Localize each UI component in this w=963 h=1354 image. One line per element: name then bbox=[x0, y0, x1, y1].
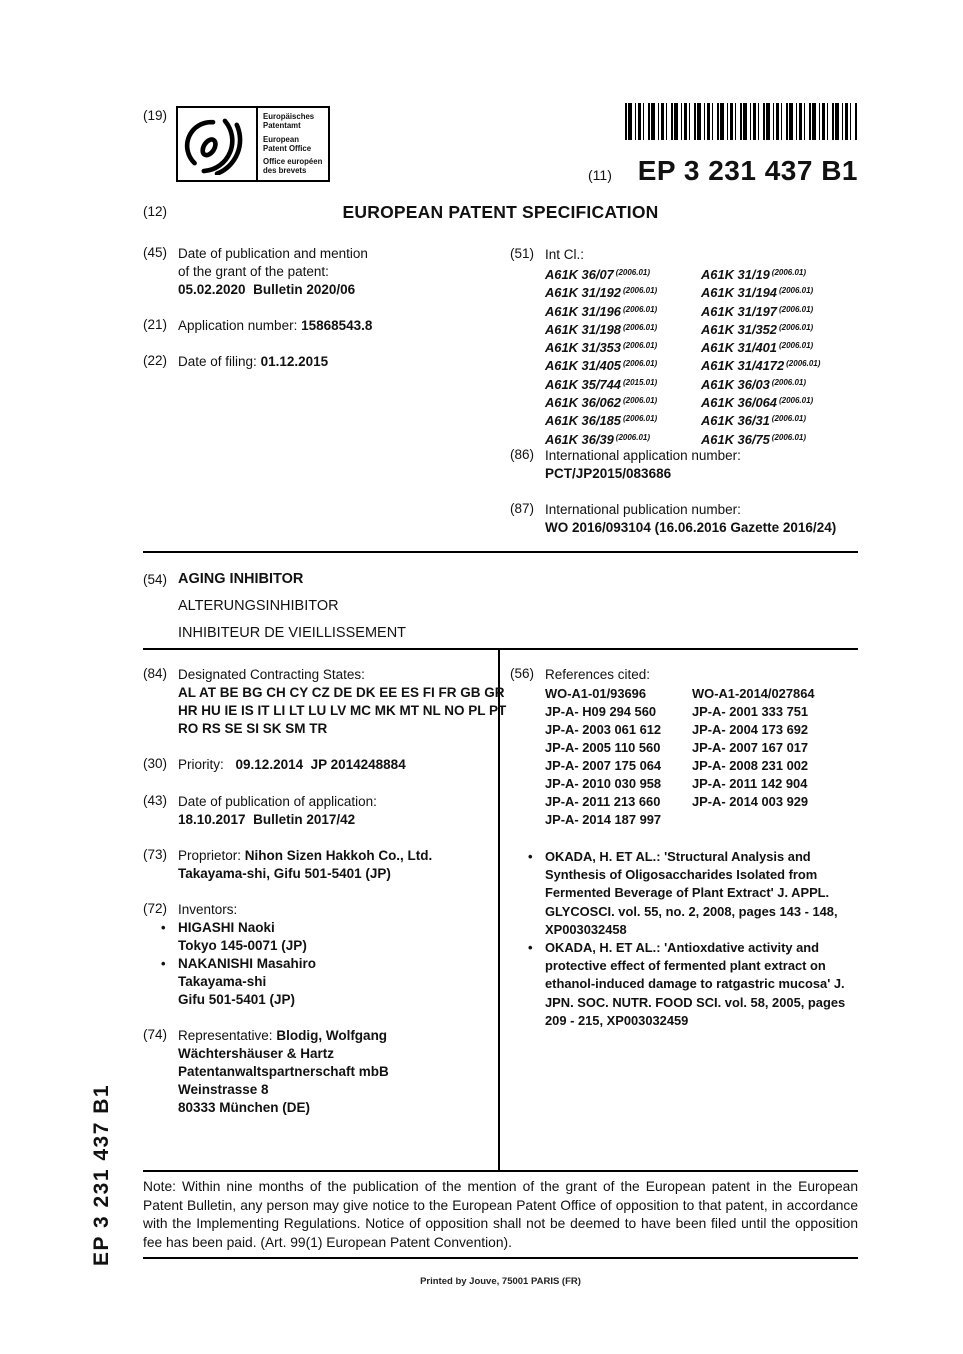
reference-entry: JP-A- 2014 003 929 bbox=[692, 794, 809, 809]
int-cl-version: (2006.01) bbox=[778, 322, 814, 332]
proprietor-label: Proprietor: bbox=[178, 848, 242, 863]
inid-code-84: (84) bbox=[143, 666, 168, 681]
int-cl-version: (2006.01) bbox=[622, 359, 658, 369]
int-cl-entry bbox=[701, 283, 820, 301]
reference-entry: JP-A- 2007 167 017 bbox=[692, 740, 809, 755]
int-cl-code: A61K 31/401 bbox=[701, 340, 777, 356]
references-cited-label: References cited: bbox=[545, 667, 651, 682]
field-74 bbox=[143, 1027, 494, 1117]
reference-entry: JP-A- 2008 231 002 bbox=[692, 758, 809, 773]
filing-date-value: 01.12.2015 bbox=[260, 354, 329, 369]
invention-title-fr: INHIBITEUR DE VIEILLISSEMENT bbox=[178, 625, 407, 641]
reference-entry: JP-A- 2001 333 751 bbox=[692, 704, 809, 719]
int-cl-label: Int Cl.: bbox=[545, 247, 585, 262]
int-cl-version: (2006.01) bbox=[622, 286, 658, 296]
int-cl-entry bbox=[545, 338, 701, 356]
intl-publication-value: WO 2016/093104 (16.06.2016 Gazette 2016/24) bbox=[545, 520, 837, 535]
epo-logo-icon bbox=[178, 108, 258, 180]
proprietor-name: Nihon Sizen Hakkoh Co., Ltd. bbox=[244, 848, 433, 863]
int-cl-version: (2006.01) bbox=[622, 322, 658, 332]
int-cl-version: (2006.01) bbox=[778, 304, 814, 314]
inid-code-43: (43) bbox=[143, 793, 168, 808]
int-cl-code: A61K 31/196 bbox=[545, 303, 621, 319]
inid-code-11: (11) bbox=[588, 167, 612, 183]
grant-date-label-line2: of the grant of the patent: bbox=[178, 264, 329, 279]
int-cl-code: A61K 31/198 bbox=[545, 321, 621, 337]
office-name: European Patent Office bbox=[263, 134, 312, 153]
int-cl-code: A61K 36/03 bbox=[701, 376, 770, 392]
field-43 bbox=[143, 793, 494, 829]
invention-title-de: ALTERUNGSINHIBITOR bbox=[178, 598, 339, 614]
office-name: Office européen des brevets bbox=[263, 157, 323, 175]
inid-code-51: (51) bbox=[510, 246, 535, 261]
intl-application-label: International application number: bbox=[545, 448, 741, 463]
inid-code-86: (86) bbox=[510, 447, 535, 462]
inid-code-22: (22) bbox=[143, 353, 168, 368]
field-84 bbox=[143, 666, 507, 738]
field-51 bbox=[510, 246, 858, 448]
int-cl-entry bbox=[701, 356, 820, 374]
int-cl-code: A61K 31/352 bbox=[701, 321, 777, 337]
epo-logo-box bbox=[176, 106, 330, 182]
reference-entry: WO-A1-2014/027864 bbox=[692, 686, 815, 701]
citation-text: OKADA, H. ET AL.: 'Structural Analysis and Synthesis of Oligosaccharides Isolated from Fermented Beverage of Plant Extract' J. APPL. GLYCOSCI. vol. 55, no. 2, 2008, pages 143 - 148, XP003032458 bbox=[545, 849, 838, 937]
field-72 bbox=[143, 901, 494, 1009]
int-cl-version: (2006.01) bbox=[786, 359, 821, 369]
int-cl-entry bbox=[701, 411, 820, 429]
document-type-title: EUROPEAN PATENT SPECIFICATION bbox=[342, 202, 659, 222]
contracting-states-value: AL AT BE BG CH CY CZ DE DK EE ES FI FR GB GR HR HU IE IS IT LI LT LU LV MC MK MT NL NO PL PT RO RS SE SI SK SM TR bbox=[178, 685, 507, 736]
field-87 bbox=[510, 501, 858, 537]
int-cl-entry bbox=[545, 393, 701, 411]
note-divider-bottom bbox=[143, 1257, 858, 1259]
epo-office-names bbox=[258, 108, 328, 180]
int-cl-version: (2006.01) bbox=[771, 432, 807, 442]
inid-code-12: (12) bbox=[143, 204, 168, 219]
int-cl-version: (2006.01) bbox=[615, 268, 651, 277]
publication-date-label: Date of publication of application: bbox=[178, 794, 377, 809]
opposition-note: Note: Within nine months of the publication of the mention of the grant of the European patent in the European Patent Bulletin, any person may give notice to the European Patent Office of opposition to that patent, in accordance with the Implementing Regulations. Notice of opposition shall not be deemed to have been filed until the opposition fee has been paid. (Art. 99(1) European Patent Convention). bbox=[143, 1179, 858, 1250]
filing-date-label: Date of filing: bbox=[178, 354, 257, 369]
field-73 bbox=[143, 847, 494, 883]
inid-code-19: (19) bbox=[143, 108, 168, 123]
citation-item bbox=[528, 848, 858, 939]
inid-code-54: (54) bbox=[143, 572, 168, 587]
int-cl-code: A61K 36/75 bbox=[701, 431, 770, 447]
inventor-item bbox=[161, 919, 494, 955]
reference-entry: JP-A- 2007 175 064 bbox=[545, 758, 662, 773]
contracting-states-label: Designated Contracting States: bbox=[178, 667, 365, 682]
field-21 bbox=[143, 317, 494, 335]
field-54 bbox=[143, 566, 858, 647]
int-cl-entry bbox=[545, 283, 701, 301]
grant-date-value: 05.02.2020 Bulletin 2020/06 bbox=[178, 282, 356, 297]
reference-entry: JP-A- 2011 213 660 bbox=[545, 794, 661, 809]
int-cl-entry bbox=[545, 302, 701, 320]
int-cl-entry bbox=[701, 320, 820, 338]
int-cl-version: (2006.01) bbox=[778, 341, 814, 351]
priority-label: Priority: bbox=[178, 757, 224, 772]
int-cl-code: A61K 31/194 bbox=[701, 285, 777, 301]
int-cl-code: A61K 31/197 bbox=[701, 303, 777, 319]
inventor-name: HIGASHI Naoki bbox=[178, 920, 275, 935]
int-cl-code: A61K 36/07 bbox=[545, 267, 614, 282]
sidebar-publication-number: EP 3 231 437 B1 bbox=[90, 1083, 113, 1266]
int-cl-version: (2006.01) bbox=[778, 396, 814, 406]
inid-code-72: (72) bbox=[143, 901, 168, 916]
bullet-icon: • bbox=[528, 940, 533, 956]
inventor-address-line: Gifu 501-5401 (JP) bbox=[178, 992, 296, 1007]
citation-text: OKADA, H. ET AL.: 'Antioxdative activity and protective effect of fermented plant extract on ethanol-induced damage to ratgastric mucosa' J. JPN. SOC. NUTR. FOOD SCI. vol. 58, 2005, pages 209 - 215, XP003032459 bbox=[545, 940, 846, 1028]
int-cl-version: (2006.01) bbox=[622, 341, 658, 351]
int-cl-code: A61K 31/353 bbox=[545, 340, 621, 356]
grant-date-label-line1: Date of publication and mention bbox=[178, 246, 368, 261]
field-45 bbox=[143, 245, 494, 299]
representative-line: 80333 München (DE) bbox=[178, 1100, 311, 1115]
int-cl-code: A61K 36/39 bbox=[545, 431, 614, 447]
proprietor-address: Takayama-shi, Gifu 501-5401 (JP) bbox=[178, 866, 391, 881]
reference-entry: JP-A- 2014 187 997 bbox=[545, 812, 662, 827]
int-cl-entry bbox=[701, 338, 820, 356]
intl-publication-label: International publication number: bbox=[545, 502, 741, 517]
int-cl-code: A61K 36/064 bbox=[701, 395, 777, 411]
citations-list bbox=[528, 848, 858, 1030]
representative-label: Representative: bbox=[178, 1028, 273, 1043]
inventor-item bbox=[161, 955, 494, 1009]
int-cl-entry bbox=[545, 430, 701, 448]
inid-code-45: (45) bbox=[143, 245, 168, 260]
inid-code-87: (87) bbox=[510, 501, 535, 516]
representative-line: Wächtershäuser & Hartz bbox=[178, 1046, 335, 1061]
publication-number: EP 3 231 437 B1 bbox=[637, 155, 858, 186]
int-cl-version: (2006.01) bbox=[615, 432, 651, 442]
int-cl-entry bbox=[701, 302, 820, 320]
priority-value: 09.12.2014 JP 2014248884 bbox=[235, 757, 406, 772]
reference-entry: WO-A1-01/93696 bbox=[545, 686, 647, 701]
int-cl-version: (2006.01) bbox=[622, 396, 658, 406]
int-cl-code: A61K 35/744 bbox=[545, 376, 621, 392]
int-cl-entry bbox=[545, 411, 701, 429]
reference-entry: JP-A- 2004 173 692 bbox=[692, 722, 809, 737]
field-30 bbox=[143, 756, 494, 774]
inid-code-56: (56) bbox=[510, 666, 535, 681]
bullet-icon: • bbox=[161, 920, 166, 935]
representative-line: Weinstrasse 8 bbox=[178, 1082, 269, 1097]
int-cl-code: A61K 31/4172 bbox=[701, 358, 785, 374]
inid-code-30: (30) bbox=[143, 756, 168, 771]
int-cl-entry bbox=[701, 393, 820, 411]
int-cl-entry bbox=[701, 265, 820, 283]
int-cl-entry bbox=[701, 430, 820, 448]
int-cl-code: A61K 31/19 bbox=[701, 267, 770, 282]
representative-line: Patentanwaltspartnerschaft mbB bbox=[178, 1064, 389, 1079]
field-56 bbox=[510, 666, 858, 1030]
representative-name: Blodig, Wolfgang bbox=[276, 1028, 388, 1043]
int-cl-code: A61K 36/31 bbox=[701, 413, 770, 429]
int-cl-code: A61K 36/185 bbox=[545, 413, 621, 429]
int-cl-version: (2006.01) bbox=[771, 268, 807, 277]
int-cl-code: A61K 36/062 bbox=[545, 395, 621, 411]
section-divider-middle bbox=[143, 648, 858, 650]
int-cl-entry bbox=[545, 320, 701, 338]
intl-application-value: PCT/JP2015/083686 bbox=[545, 466, 672, 481]
int-cl-version: (2006.01) bbox=[771, 414, 807, 424]
inid-code-74: (74) bbox=[143, 1027, 168, 1042]
inid-code-73: (73) bbox=[143, 847, 168, 862]
inventor-address-line: Tokyo 145-0071 (JP) bbox=[178, 938, 307, 953]
reference-entry: JP-A- 2003 061 612 bbox=[545, 722, 662, 737]
int-cl-entry bbox=[545, 356, 701, 374]
bullet-icon: • bbox=[528, 849, 533, 864]
int-cl-entry bbox=[545, 375, 701, 393]
invention-title-en: AGING INHIBITOR bbox=[178, 571, 304, 587]
references-table bbox=[545, 685, 858, 829]
inventors-label: Inventors: bbox=[178, 902, 238, 917]
int-cl-entry bbox=[545, 265, 701, 283]
reference-entry: JP-A- 2010 030 958 bbox=[545, 776, 662, 791]
field-86 bbox=[510, 447, 858, 483]
application-number-label: Application number: bbox=[178, 318, 298, 333]
note-divider-top bbox=[143, 1170, 858, 1172]
section-divider-top bbox=[143, 551, 858, 553]
bullet-icon: • bbox=[161, 956, 166, 971]
int-cl-code: A61K 31/192 bbox=[545, 285, 621, 301]
reference-entry: JP-A- 2011 142 904 bbox=[692, 776, 808, 791]
int-cl-version: (2006.01) bbox=[622, 304, 658, 314]
printer-imprint: Printed by Jouve, 75001 PARIS (FR) bbox=[420, 1276, 581, 1287]
citation-item bbox=[528, 939, 858, 1030]
int-cl-version: (2006.01) bbox=[771, 377, 807, 387]
int-cl-version: (2006.01) bbox=[778, 286, 814, 296]
reference-entry: JP-A- 2005 110 560 bbox=[545, 740, 661, 755]
field-22 bbox=[143, 353, 494, 371]
office-name: Europäisches Patentamt bbox=[263, 112, 315, 130]
int-cl-entry bbox=[701, 375, 820, 393]
publication-date-value: 18.10.2017 Bulletin 2017/42 bbox=[178, 812, 356, 827]
int-cl-code: A61K 31/405 bbox=[545, 358, 621, 374]
application-number-value: 15868543.8 bbox=[301, 318, 373, 333]
inventor-name: NAKANISHI Masahiro bbox=[178, 956, 317, 971]
barcode-image bbox=[625, 103, 858, 140]
inventor-address-line: Takayama-shi bbox=[178, 974, 267, 989]
int-cl-list bbox=[545, 265, 858, 448]
inid-code-21: (21) bbox=[143, 317, 168, 332]
reference-entry: JP-A- H09 294 560 bbox=[545, 704, 657, 719]
int-cl-version: (2006.01) bbox=[622, 414, 658, 424]
int-cl-version: (2015.01) bbox=[622, 377, 658, 387]
